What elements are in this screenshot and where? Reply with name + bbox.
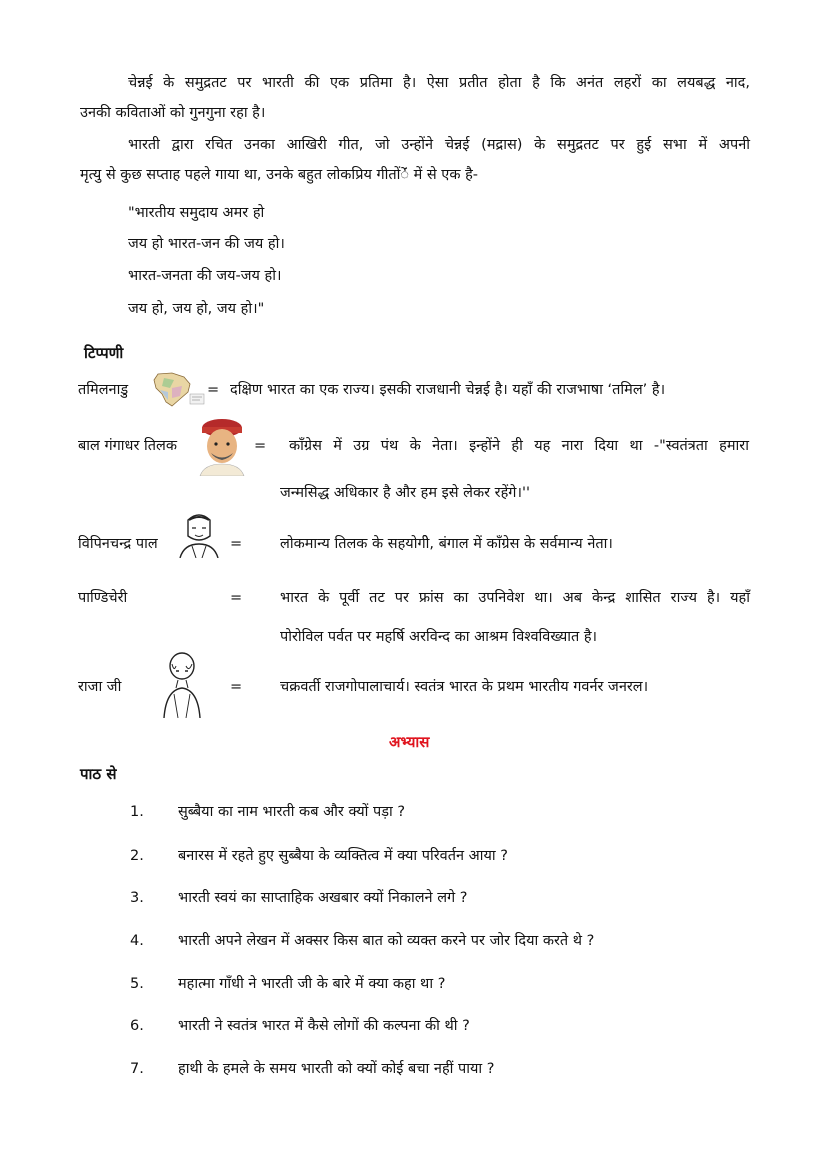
note-description: लोकमान्य तिलक के सहयोगीेे, बंगाल में काँग्रेस के सर्वमान्य नेता। bbox=[280, 536, 613, 552]
note-description: भारत के पूर्वी तट पर फ्रांस का उपनिवेश था। अब केन्द्र शासित राज्य है। यहाँ bbox=[280, 590, 750, 606]
question-number: 1. bbox=[130, 804, 144, 820]
note-separator: = bbox=[230, 590, 243, 606]
question-text: बनारस में रहते हुए सुब्बैया के व्यक्तित्व में क्या परिवर्तन आया ? bbox=[178, 848, 508, 864]
poem-line: जय हो, जय हो, जय हो।" bbox=[128, 301, 265, 317]
question-number: 3. bbox=[130, 890, 144, 906]
question-number: 4. bbox=[130, 933, 144, 949]
poem-line: जय हो भारत-जन की जय हो। bbox=[128, 236, 285, 252]
notes-heading: टिप्पणी bbox=[84, 344, 124, 362]
note-description: दक्षिण भारत का एक राज्य। इसकी राजधानी चेन्नई है। यहाँ की राजभाषा ‘तमिल’ है। bbox=[230, 382, 666, 398]
note-description: चक्रवर्ती राजगोपालाचार्य। स्वतंत्र भारत के प्रथम भारतीय गवर्नर जनरल। bbox=[280, 679, 649, 695]
note-separator: = bbox=[230, 536, 243, 552]
question-text: महात्मा गाँधी ने भारती जी के बारे में क्या कहा था ? bbox=[178, 976, 446, 992]
tamilnadu-map-icon bbox=[150, 372, 206, 408]
poem-line: "भारतीय समुदाय अमर हो bbox=[128, 205, 265, 221]
question-text: भारती अपने लेखन में अक्सर किस बात को व्यक्त करने पर जोर दिया करते थे ? bbox=[178, 933, 595, 949]
note-term: तमिलनाडु bbox=[78, 382, 129, 398]
poem-line: भारत-जनता की जय-जय हो। bbox=[128, 268, 282, 284]
note-term: राजा जी bbox=[78, 679, 122, 695]
note-separator: = bbox=[254, 438, 267, 454]
note-description: काँग्रेस में उग्र पंथ के नेता। इन्होंने ही यह नारा दिया था -"स्वतंत्रता हमारा bbox=[289, 438, 749, 454]
paragraph-2-line-2: मृत्यु से कुछ सप्ताह पहले गाया था, उनके बहुत लोकप्रिय गीतोंेंं में से एक है- bbox=[80, 167, 479, 183]
note-separator: = bbox=[230, 679, 243, 695]
question-text: हाथी के हमले के समय भारती को क्यों कोई बचा नहीं पाया ? bbox=[178, 1061, 495, 1077]
question-number: 5. bbox=[130, 976, 144, 992]
note-description-continued: पोरोविल पर्वत पर महर्षि अरविन्द का आश्रम विश्वविख्यात है। bbox=[280, 629, 598, 645]
rajaji-portrait-icon bbox=[156, 650, 206, 718]
question-text: सुब्बैया का नाम भारती कब और क्यों पड़ा ? bbox=[178, 804, 406, 820]
note-separator: = bbox=[207, 382, 220, 398]
note-term: पाण्डिचेरी bbox=[78, 590, 128, 606]
question-text: भारती स्वयं का साप्ताहिक अखबार क्यों निकालने लगे ? bbox=[178, 890, 468, 906]
paragraph-1-line-2: उनकी कविताओं को गुनगुना रहा है। bbox=[80, 105, 266, 121]
question-text: भारती ने स्वतंत्र भारत में कैसे लोगों की कल्पना की थी ? bbox=[178, 1018, 470, 1034]
note-term: बाल गंगाधर तिलक bbox=[78, 438, 178, 454]
section-heading: पाठ से bbox=[80, 765, 117, 783]
paragraph-2-line-1: भारती द्वारा रचित उनका आखिरी गीत, जो उन्होंने चेन्नई (मद्रास) के समुद्रतट पर हुई सभा में अपनी bbox=[128, 137, 750, 153]
question-number: 6. bbox=[130, 1018, 144, 1034]
note-description-continued: जन्मसिद्ध अधिकार है और हम इसे लेकर रहेंगे।'' bbox=[280, 485, 530, 501]
question-number: 2. bbox=[130, 848, 144, 864]
question-number: 7. bbox=[130, 1061, 144, 1077]
tilak-portrait-icon bbox=[194, 418, 250, 476]
bipin-chandra-pal-portrait-icon bbox=[176, 508, 222, 558]
note-term: विपिनचन्द्र पाल bbox=[78, 536, 158, 552]
paragraph-1-line-1: चेन्नई के समुद्रतट पर भारती की एक प्रतिमा है। ऐसा प्रतीत होता है कि अनंत लहरों का लयबद्ध नाद, bbox=[128, 75, 750, 91]
exercise-title: अभ्यास bbox=[389, 733, 430, 751]
